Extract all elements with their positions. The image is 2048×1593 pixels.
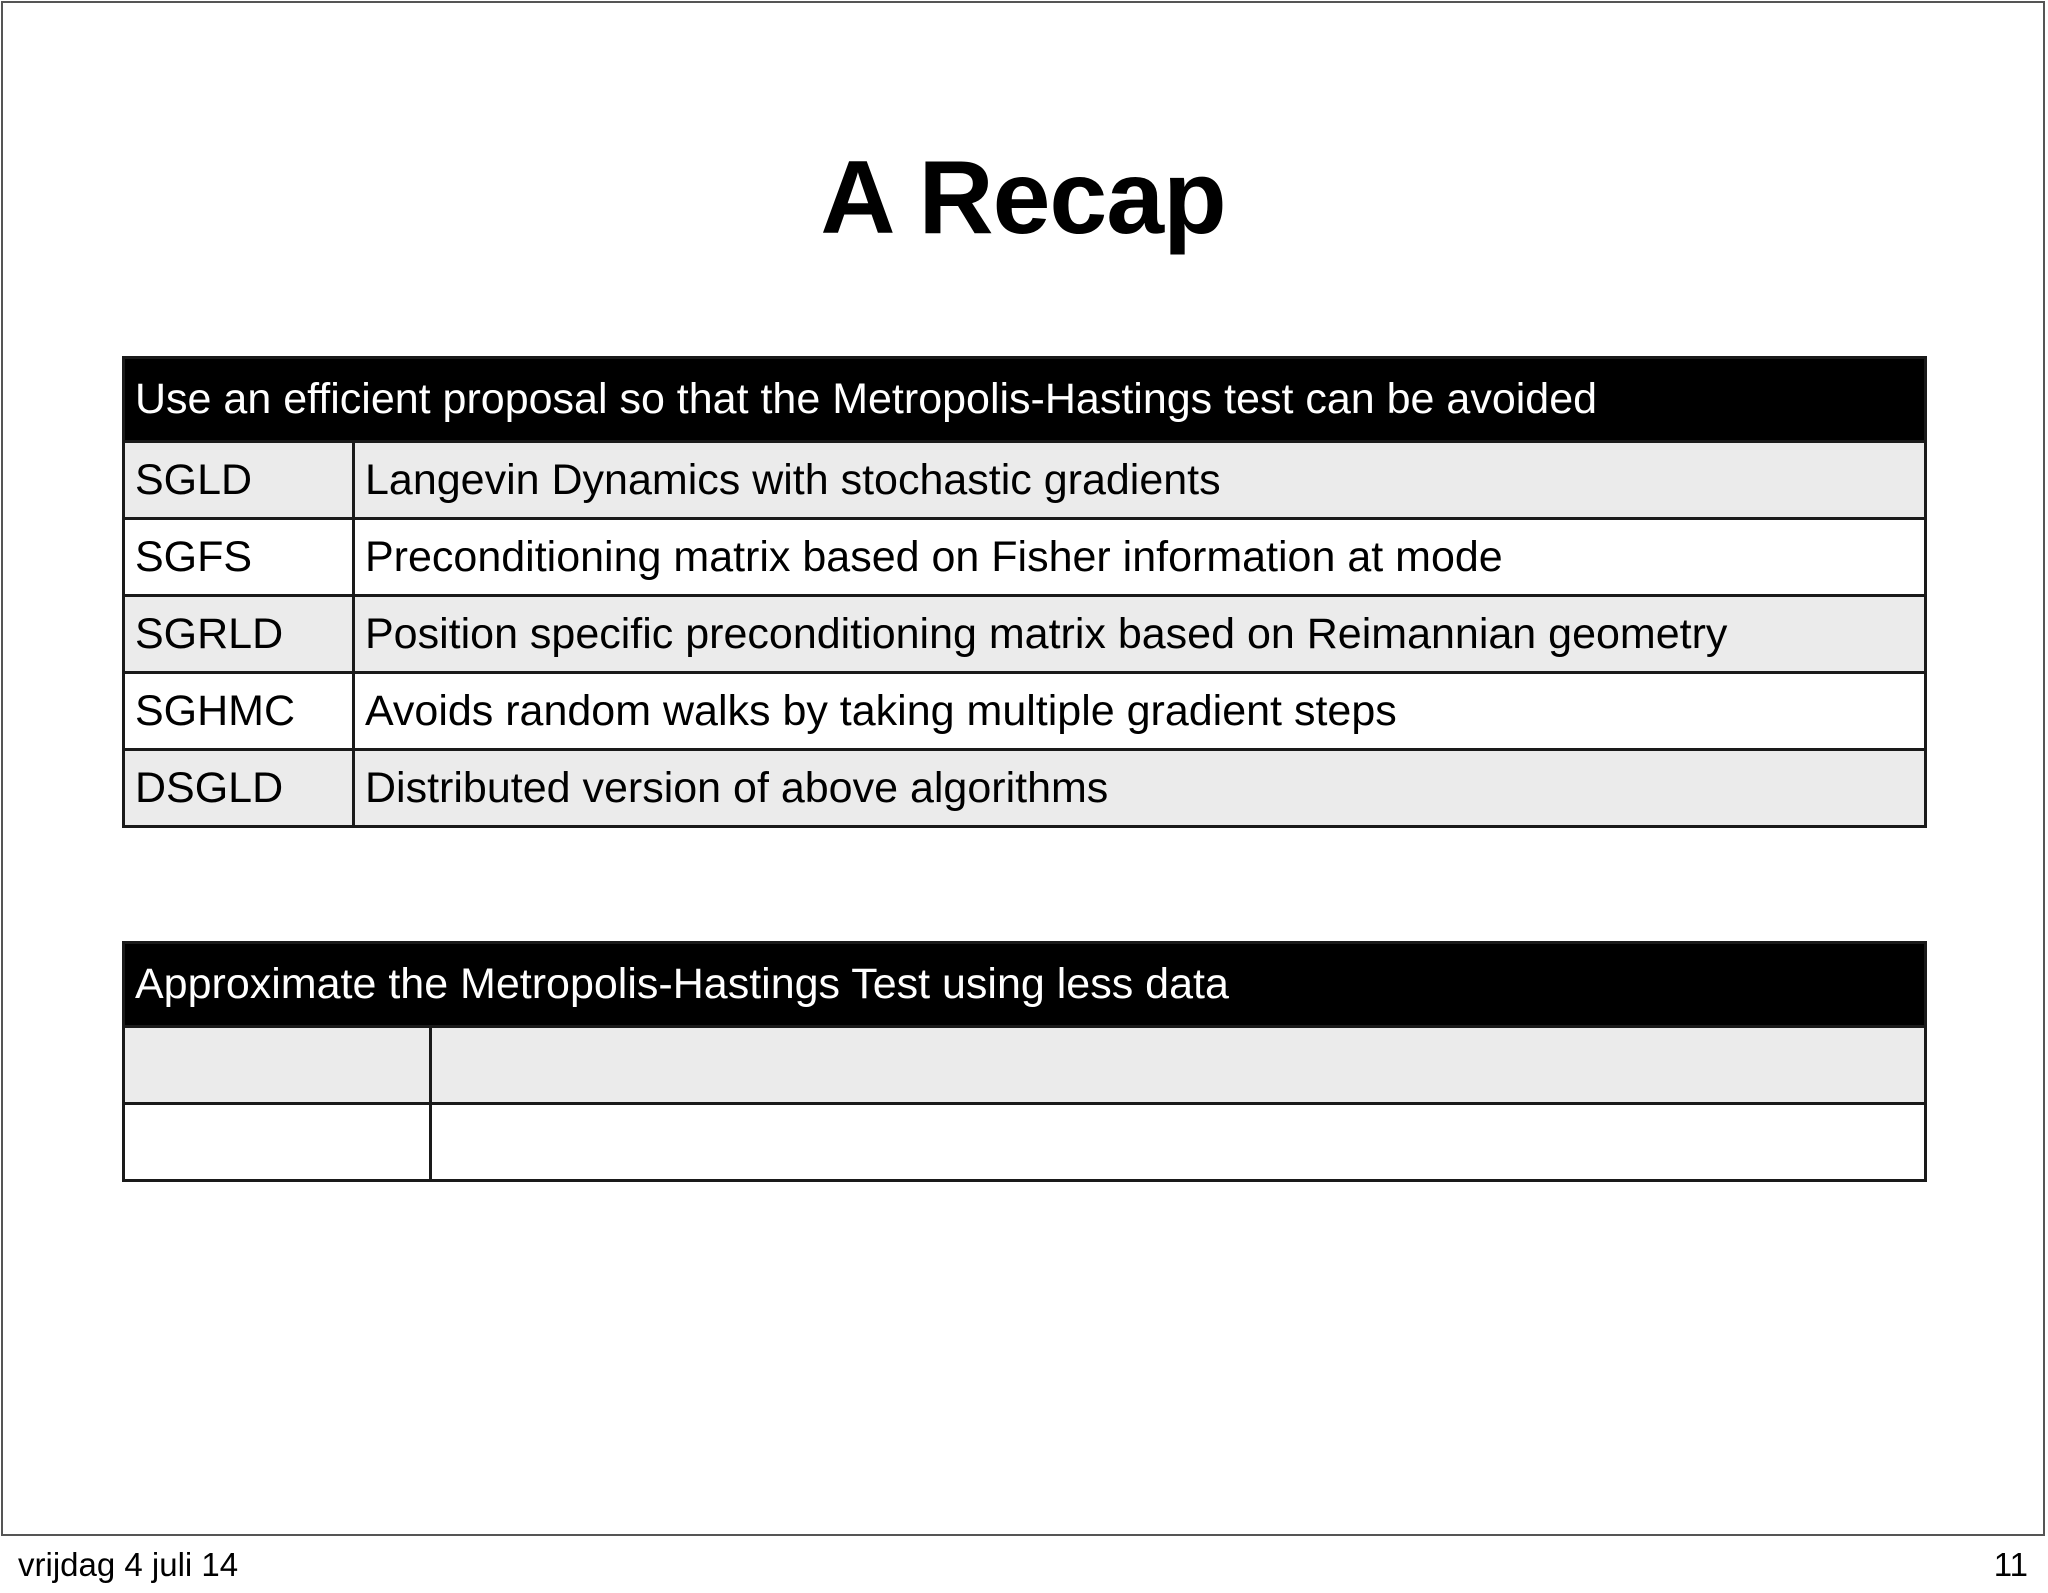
method-abbr: SGFS <box>124 519 354 596</box>
table-header-row <box>124 358 1926 442</box>
table-row <box>124 750 1926 827</box>
table-header: Use an efficient proposal so that the Metropolis-Hastings test can be avoided <box>124 358 1926 442</box>
slide <box>1 1 2045 1536</box>
method-description: Distributed version of above algorithms <box>354 750 1926 827</box>
method-description: Langevin Dynamics with stochastic gradients <box>354 442 1926 519</box>
table-header: Approximate the Metropolis-Hastings Test using less data <box>124 943 1926 1027</box>
method-abbr: SGRLD <box>124 596 354 673</box>
footer-page-number: 11 <box>1993 1546 2028 1583</box>
recap-table-efficient-proposal <box>122 356 1927 828</box>
method-description: Position specific preconditioning matrix based on Reimannian geometry <box>354 596 1926 673</box>
table-row <box>124 519 1926 596</box>
method-description <box>431 1027 1926 1104</box>
method-abbr <box>124 1104 431 1181</box>
recap-table-approximate-mh <box>122 941 1927 1182</box>
method-description: Avoids random walks by taking multiple gradient steps <box>354 673 1926 750</box>
footer-date: vrijdag 4 juli 14 <box>18 1546 239 1583</box>
table-row <box>124 1027 1926 1104</box>
method-abbr: SGHMC <box>124 673 354 750</box>
method-abbr: SGLD <box>124 442 354 519</box>
method-description <box>431 1104 1926 1181</box>
table-row <box>124 596 1926 673</box>
table-header-row <box>124 943 1926 1027</box>
table-row <box>124 1104 1926 1181</box>
slide-title: A Recap <box>820 140 1226 256</box>
method-description: Preconditioning matrix based on Fisher information at mode <box>354 519 1926 596</box>
method-abbr <box>124 1027 431 1104</box>
table-row <box>124 673 1926 750</box>
table-row <box>124 442 1926 519</box>
method-abbr: DSGLD <box>124 750 354 827</box>
